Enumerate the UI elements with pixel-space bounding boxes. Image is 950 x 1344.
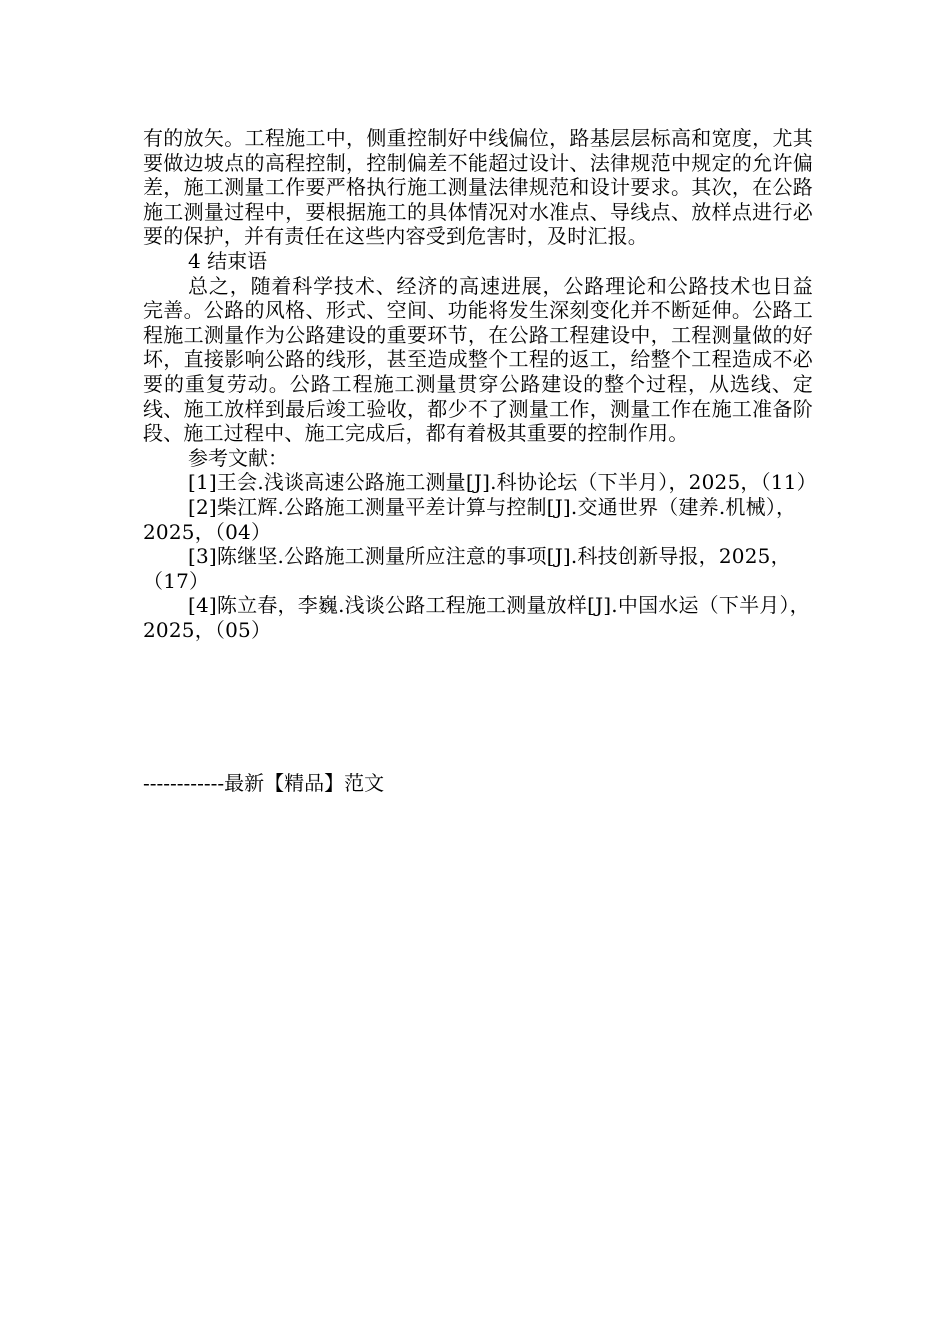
reference-list [143, 470, 817, 642]
footer-banner: ------------最新【精品】范文 [143, 771, 385, 795]
section-heading: 4 结束语 [188, 248, 268, 273]
document-page [143, 126, 817, 642]
reference-item: [4]陈立春，李巍.浅谈公路工程施工测量放样[J].中国水运（下半月），2025，（05） [143, 593, 810, 642]
reference-item: [3]陈继坚.公路施工测量所应注意的事项[J].科技创新导报，2025，（17） [143, 544, 791, 593]
reference-item: [1]王会.浅谈高速公路施工测量[J].科协论坛（下半月），2025，（11） [188, 470, 817, 495]
continuation-paragraph: 有的放矢。工程施工中，侧重控制好中线偏位，路基层层标高和宽度，尤其要做边坡点的高程控制，控制偏差不能超过设计、法律规范中规定的允许偏差，施工测量工作要严格执行施工测量法律规范和设计要求。其次，在公路施工测量过程中，要根据施工的具体情况对水准点、导线点、放样点进行必要的保护，并有责任在这些内容受到危害时，及时汇报。 [143, 126, 813, 249]
conclusion-paragraph: 总之，随着科学技术、经济的高速进展，公路理论和公路技术也日益完善。公路的风格、形式、空间、功能将发生深刻变化并不断延伸。公路工程施工测量作为公路建设的重要环节，在公路工程建设中，工程测量做的好坏，直接影响公路的线形，甚至造成整个工程的返工，给整个工程造成不必要的重复劳动。公路工程施工测量贯穿公路建设的整个过程，从选线、定线、施工放样到最后竣工验收，都少不了测量工作，测量工作在施工准备阶段、施工过程中、施工完成后，都有着极其重要的控制作用。 [143, 273, 813, 446]
reference-item: [2]柴江辉.公路施工测量平差计算与控制[J].交通世界（建养.机械），2025，（04） [143, 494, 797, 544]
references-heading: 参考文献： [188, 445, 288, 470]
